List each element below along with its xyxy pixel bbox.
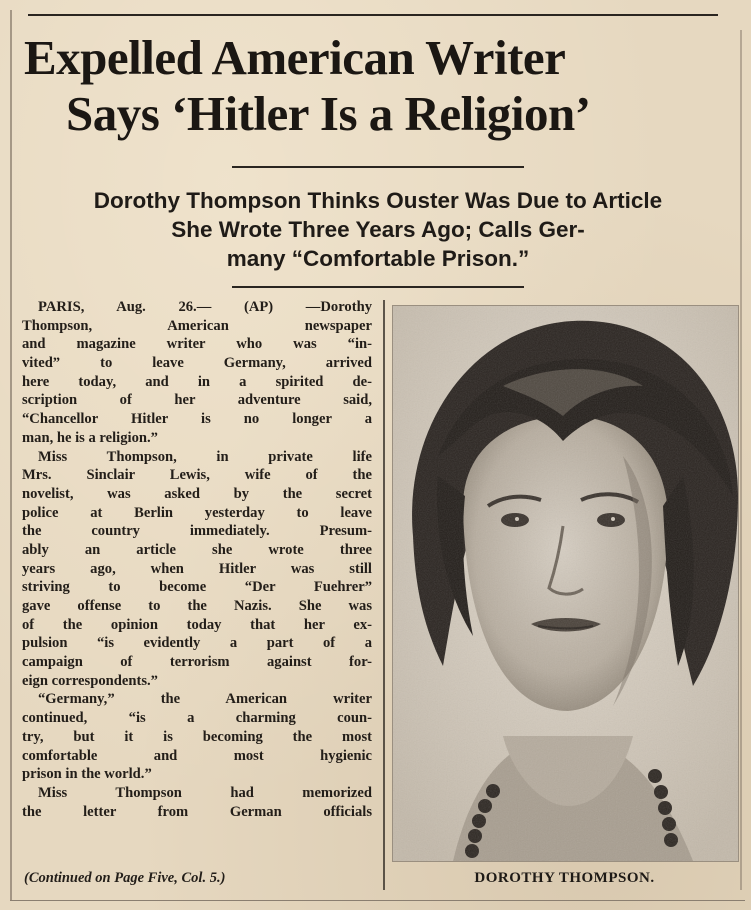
headline-line-2: Says ‘Hitler Is a Religion’ xyxy=(66,86,591,141)
body-line: Thompson, American newspaper xyxy=(22,317,372,334)
body-line: PARIS, Aug. 26.— (AP) —Dorothy xyxy=(38,299,372,315)
body-line: the country immediately. Presum- xyxy=(22,523,372,540)
left-column-rule xyxy=(10,10,12,900)
body-line: pulsion “is evidently a part of a xyxy=(22,635,372,652)
body-line: Miss Thompson, in private life xyxy=(38,448,372,465)
body-line: continued, “is a charming coun- xyxy=(22,710,372,727)
body-line: of the opinion today that her ex- xyxy=(22,616,372,633)
body-line: “Chancellor Hitler is no longer a xyxy=(22,411,372,428)
body-line: scription of her adventure said, xyxy=(22,392,372,409)
photo-caption: DOROTHY THOMPSON. xyxy=(474,870,655,886)
body-line: Miss Thompson had memorized xyxy=(38,784,372,801)
body-line: man, he is a religion.” xyxy=(22,429,158,446)
bottom-rule xyxy=(10,900,745,901)
portrait-photo-icon xyxy=(393,306,738,861)
body-line: the letter from German officials xyxy=(22,803,372,820)
deck-separator xyxy=(232,286,524,288)
headline-separator xyxy=(232,166,524,168)
body-line: prison in the world.” xyxy=(22,766,152,783)
deck-line-3: many “Comfortable Prison.” xyxy=(226,246,530,271)
deck-line-1: Dorothy Thompson Thinks Ouster Was Due to Article xyxy=(93,188,663,213)
cut-off-previous-text xyxy=(0,0,751,14)
body-line: comfortable and most hygienic xyxy=(22,747,372,764)
body-line: eign correspondents.” xyxy=(22,672,158,689)
continued-note: (Continued on Page Five, Col. 5.) xyxy=(24,870,226,886)
body-line: here today, and in a spirited de- xyxy=(22,373,372,390)
body-line: gave offense to the Nazis. She was xyxy=(22,598,372,614)
portrait-photo xyxy=(392,305,739,862)
deck-line-2: She Wrote Three Years Ago; Calls Ger- xyxy=(171,217,585,242)
body-line: police at Berlin yesterday to leave xyxy=(22,504,372,521)
headline xyxy=(22,30,732,142)
right-column-rule xyxy=(740,30,742,890)
body-line: and magazine writer who was “in- xyxy=(22,336,372,353)
body-line: campaign of terrorism against for- xyxy=(22,654,372,671)
body-line: novelist, was asked by the secret xyxy=(22,485,372,502)
column-divider xyxy=(383,300,385,890)
article-body xyxy=(22,298,372,821)
body-line: vited” to leave Germany, arrived xyxy=(22,355,372,372)
body-line: striving to become “Der Fuehrer” xyxy=(22,579,372,596)
headline-line-1: Expelled American Writer xyxy=(24,30,566,85)
subheadline-deck xyxy=(18,186,738,273)
body-line: “Germany,” the American writer xyxy=(38,691,372,708)
body-line: ably an article she wrote three xyxy=(22,541,372,558)
top-rule xyxy=(28,14,718,16)
body-line: Mrs. Sinclair Lewis, wife of the xyxy=(22,467,372,484)
body-line: years ago, when Hitler was still xyxy=(22,560,372,577)
body-line: try, but it is becoming the most xyxy=(22,728,372,745)
